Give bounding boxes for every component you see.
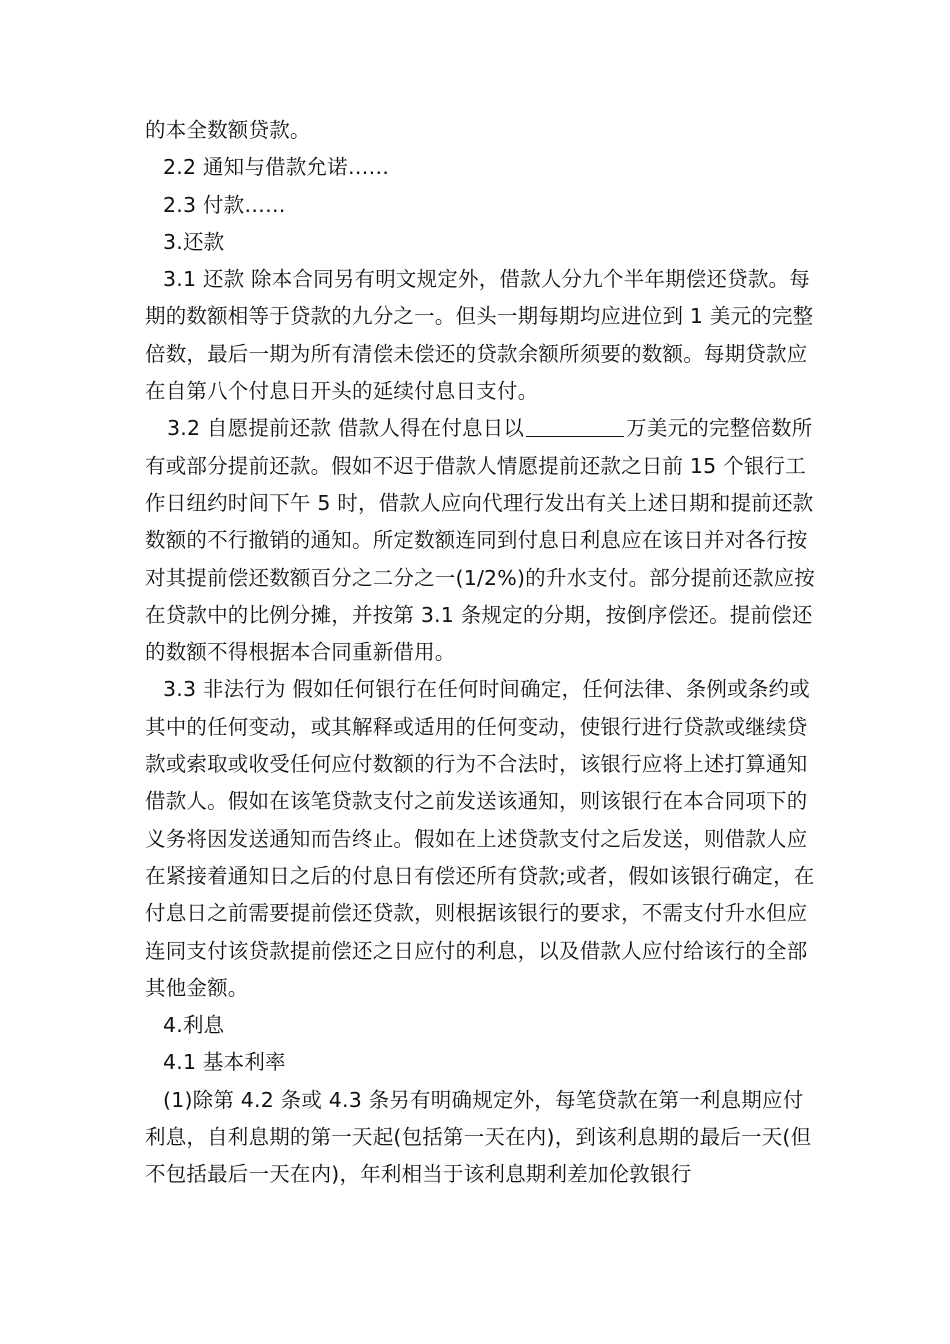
section-3-2-paragraph: [145, 410, 817, 671]
paragraph-continuation: 的本全数额贷款。: [145, 118, 311, 142]
section-3-heading: 3.还款: [163, 229, 225, 254]
section-2-2-heading: 2.2 通知与借款允诺……: [163, 155, 390, 180]
section-3-3-paragraph: 3.3 非法行为 假如任何银行在任何时间确定，任何法律、条例或条约或其中的任何变动，或其解释或适用的任何变动，使银行进行贷款或继续贷款或索取或收受任何应付数额的行为不合法时，该银行应将上述打算通知借款人。假如在该笔贷款支付之前发送该通知，则该银行在本合同项下的义务将因发送通知而告终止。假如在上述贷款支付之后发送，则借款人应在紧接着通知日之后的付息日有偿还所有贷款;或者，假如该银行确定，在付息日之前需要提前偿还贷款，则根据该银行的要求，不需支付升水但应连同支付该贷款提前偿还之日应付的利息，以及借款人应付给该行的全部其他金额。: [145, 677, 815, 1000]
section-3-2-text-start: 3.2 自愿提前还款 借款人得在付息日以: [167, 416, 525, 441]
section-3-2-text-end: 万美元的完整倍数所有或部分提前还款。假如不迟于借款人情愿提前还款之日前 15 个银行工作日纽约时间下午 5 时，借款人应向代理行发出有关上述日期和提前还款数额的不行撤销的通知。所定数额连同到付息日利息应在该日并对各行按对其提前偿还数额百分之二分之一(1/2%)的升水支付。部分提前还款应按在贷款中的比例分摊，并按第 3.1 条规定的分期，按倒序偿还。提前偿还的数额不得根据本合同重新借用。: [145, 416, 815, 665]
section-2-3-heading: 2.3 付款……: [163, 192, 286, 217]
amount-blank-line: [526, 416, 624, 437]
section-4-heading: 4.利息: [163, 1013, 225, 1038]
section-3-1-paragraph: 3.1 还款 除本合同另有明文规定外，借款人分九个半年期偿还贷款。每期的数额相等于贷款的九分之一。但头一期每期均应进位到 1 美元的完整倍数，最后一期为所有清偿未偿还的贷款余额所须要的数额。每期贷款应在自第八个付息日开头的延续付息日支付。: [145, 267, 814, 404]
section-4-1-heading: 4.1 基本利率: [163, 1050, 286, 1075]
section-4-1-1-paragraph: (1)除第 4.2 条或 4.3 条另有明确规定外，每笔贷款在第一利息期应付利息，自利息期的第一天起(包括第一天在内)，到该利息期的最后一天(但不包括最后一天在内)，年利相当于该利息期利差加伦敦银行: [145, 1087, 812, 1187]
document-body: [145, 112, 817, 1194]
